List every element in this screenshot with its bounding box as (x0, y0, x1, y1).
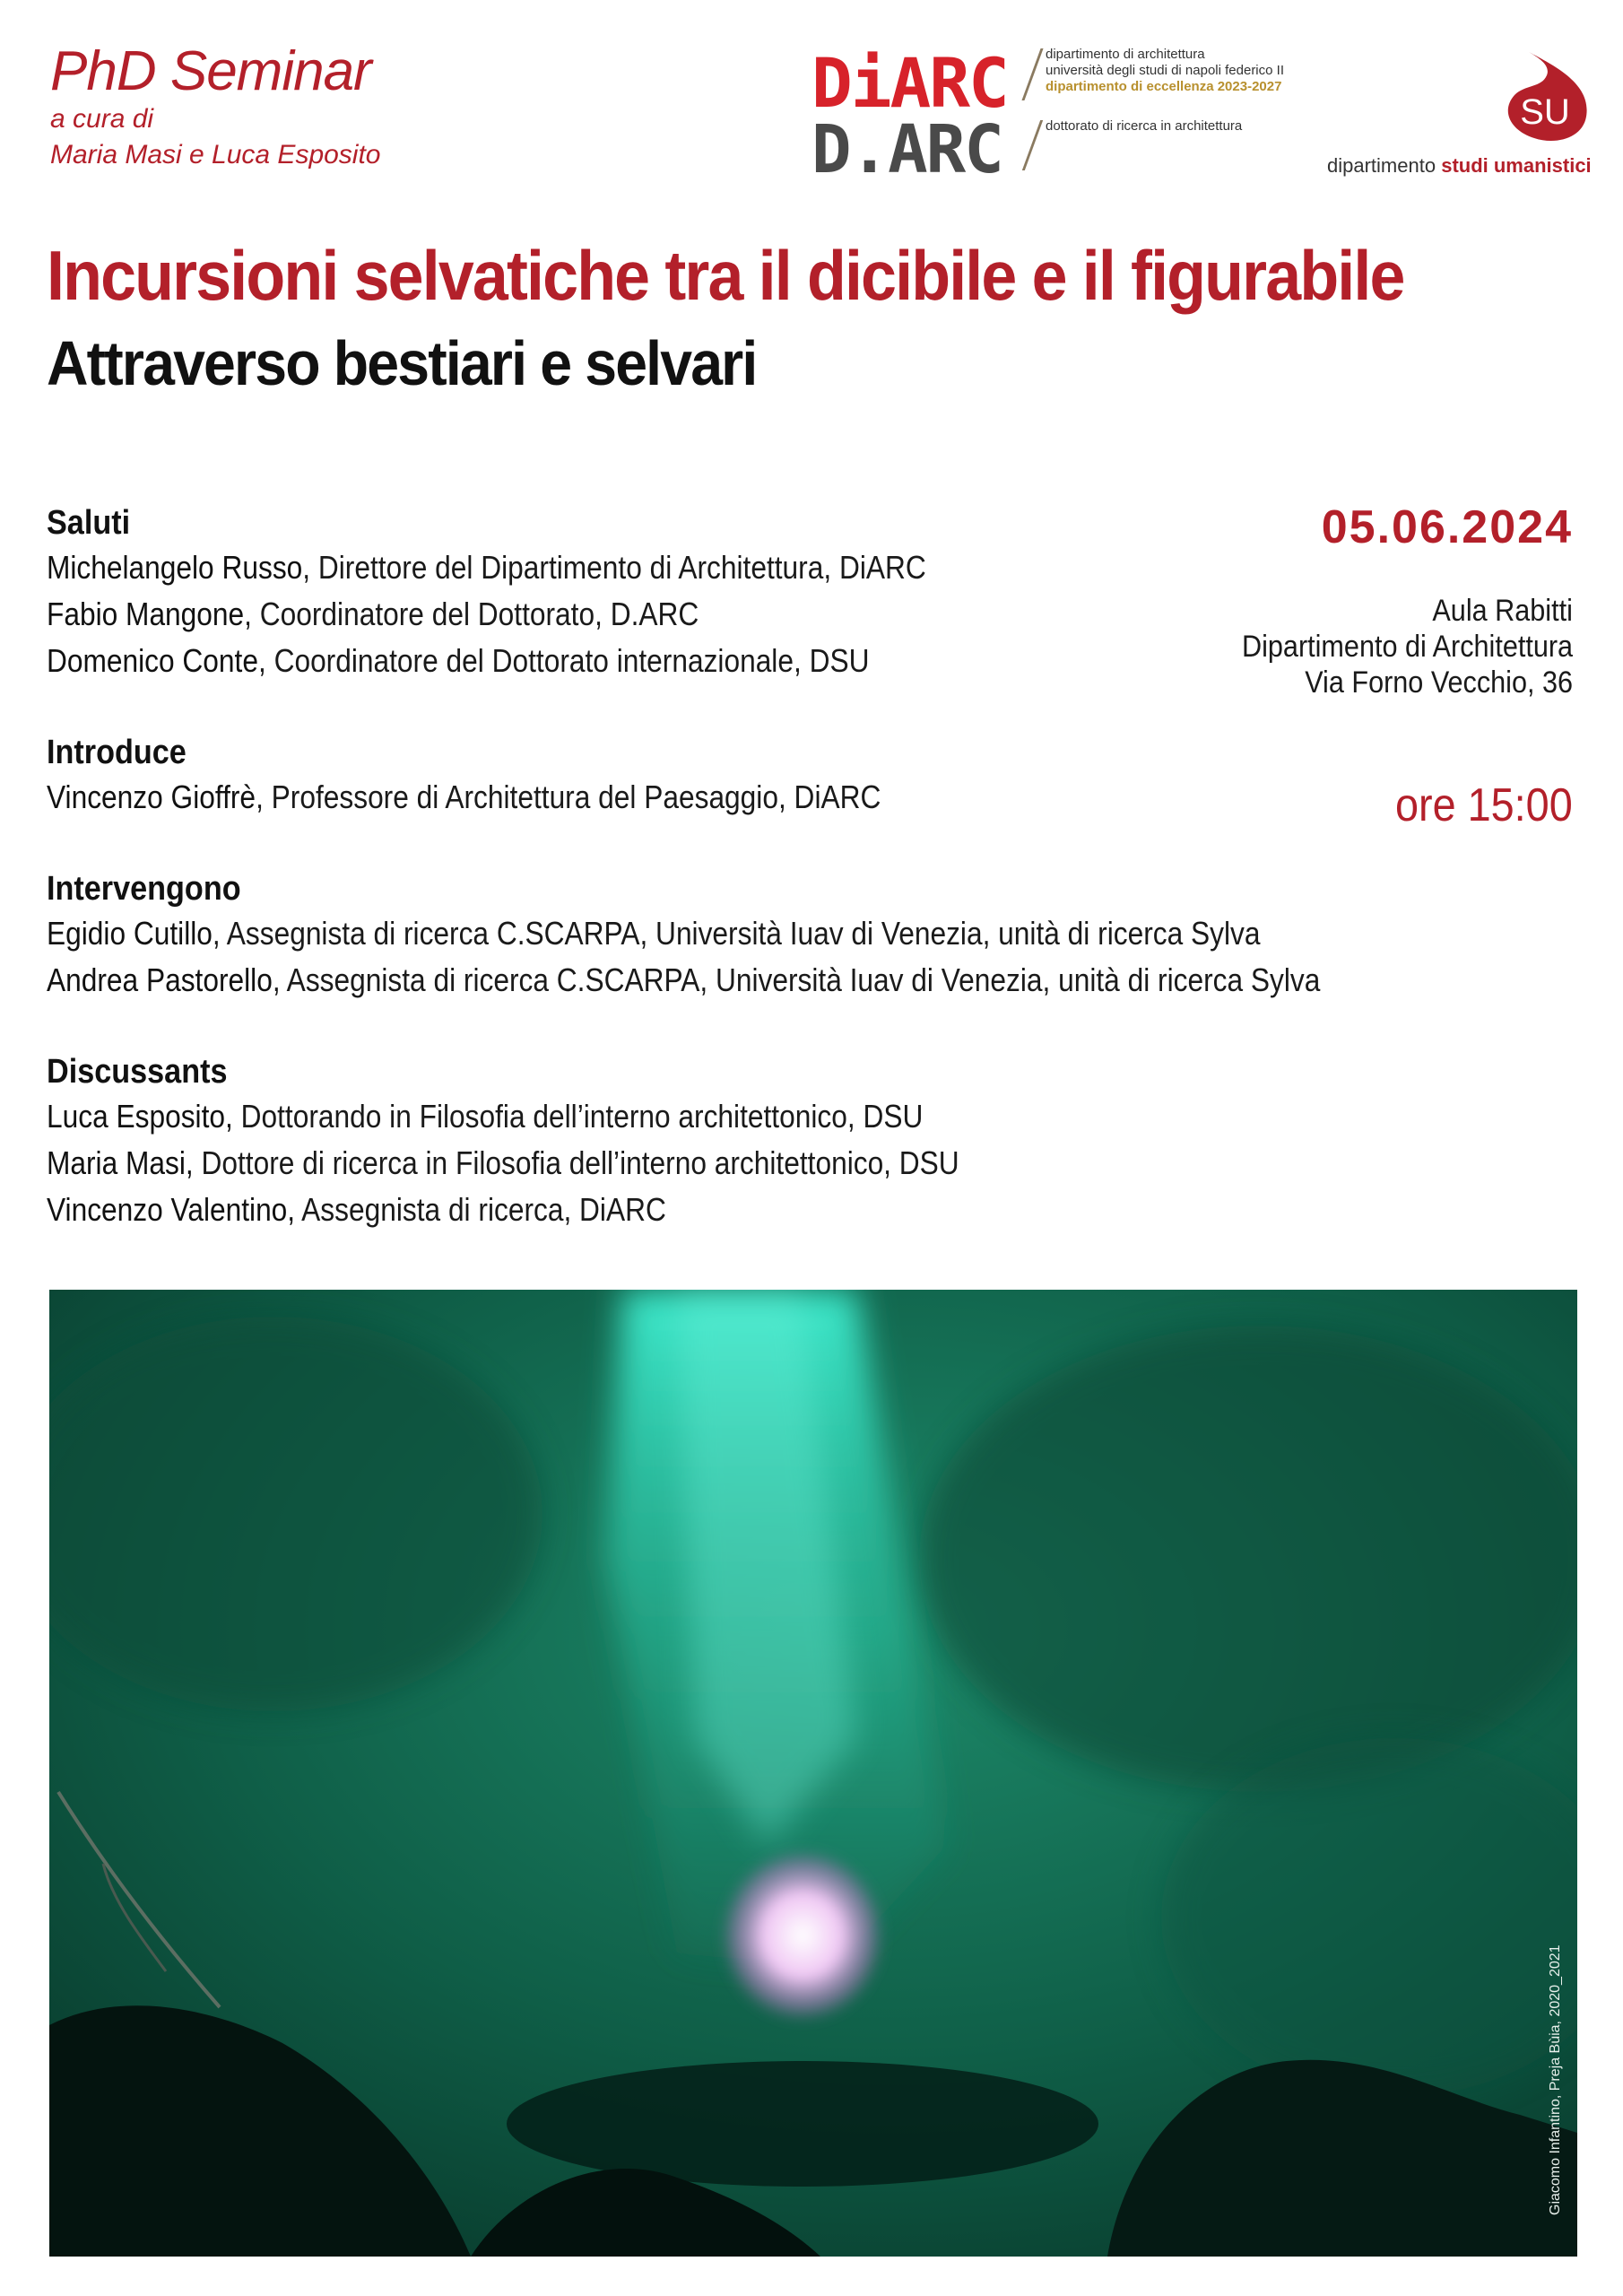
su-caption-bold: studi umanistici (1441, 154, 1592, 177)
speaker-name: Egidio Cutillo (47, 915, 213, 952)
diarc-line-2: università degli studi di napoli federico II (1046, 63, 1284, 78)
darc-divider (1022, 120, 1043, 170)
program-line (47, 549, 926, 587)
speaker-name: Maria Masi, (47, 1144, 194, 1181)
diarc-line-1: dipartimento di architettura (1046, 47, 1205, 62)
diarc-divider (1021, 48, 1043, 100)
program-line (47, 596, 699, 633)
speaker-name: Fabio Mangone (47, 596, 245, 632)
cover-photo (49, 1290, 1577, 2257)
venue-room: Aula Rabitti (1432, 594, 1573, 628)
venue-department: Dipartimento di Architettura (1241, 630, 1573, 664)
darc-logo: D.ARC (812, 111, 1002, 188)
speaker-role: , Direttore del Dipartimento di Architettura, DiARC (302, 549, 926, 586)
saluti-heading: Saluti (47, 504, 131, 542)
program-line (47, 961, 1320, 999)
speaker-name: Andrea Pastorello (47, 961, 273, 998)
venue-address: Via Forno Vecchio, 36 (1305, 665, 1573, 700)
program-line (47, 1144, 959, 1182)
speaker-name: Vincenzo Gioffrè (47, 778, 256, 815)
program-line (47, 915, 1260, 952)
event-date: 05.06.2024 (1321, 501, 1573, 553)
photo-credit: Giacomo Infantino, Preja Bùia, 2020_2021 (1548, 1944, 1563, 2215)
discussants-heading: Discussants (47, 1053, 228, 1091)
speaker-name: Luca Esposito, (47, 1098, 233, 1135)
su-caption-prefix: dipartimento (1327, 154, 1436, 177)
speaker-role: Assegnista di ricerca, DiARC (295, 1191, 666, 1228)
seminar-label: PhD Seminar (50, 40, 371, 102)
speaker-role: Dottore di ricerca in Filosofia dell’interno architettonico, DSU (193, 1144, 959, 1181)
intervengono-heading: Intervengono (47, 870, 241, 908)
su-caption (1327, 154, 1592, 178)
program-line (47, 642, 869, 680)
program-line (47, 1098, 923, 1135)
speaker-role: , Coordinatore del Dottorato internazionale, DSU (257, 642, 870, 679)
speaker-role: Dottorando in Filosofia dell’interno architettonico, DSU (232, 1098, 924, 1135)
speaker-role: , Professore di Architettura del Paesaggio, DiARC (256, 778, 881, 815)
program-line (47, 778, 881, 816)
curators-names: Maria Masi e Luca Esposito (50, 140, 381, 170)
introduce-heading: Introduce (47, 734, 187, 771)
speaker-role: , Assegnista di ricerca C.SCARPA, Università Iuav di Venezia, unità di ricerca Sylva (272, 961, 1321, 998)
program-line (47, 1191, 666, 1229)
diarc-line-3: dipartimento di eccellenza 2023-2027 (1046, 79, 1282, 94)
su-logo (1493, 48, 1593, 149)
su-logo-text: SU (1520, 92, 1570, 132)
speaker-name: Vincenzo Valentino, (47, 1191, 296, 1228)
curated-by-label: a cura di (50, 104, 154, 134)
diarc-logo: DiARC (812, 43, 1008, 123)
speaker-name: Domenico Conte (47, 642, 258, 679)
event-time: ore 15:00 (1395, 779, 1573, 831)
speaker-role: , Coordinatore del Dottorato, D.ARC (244, 596, 699, 632)
sub-title: Attraverso bestiari e selvari (47, 328, 757, 398)
darc-line: dottorato di ricerca in architettura (1046, 118, 1243, 134)
speaker-name: Michelangelo Russo (47, 549, 303, 586)
speaker-role: , Assegnista di ricerca C.SCARPA, Università Iuav di Venezia, unità di ricerca Sylva (212, 915, 1261, 952)
main-title: Incursioni selvatiche tra il dicibile e il figurabile (47, 236, 1404, 315)
